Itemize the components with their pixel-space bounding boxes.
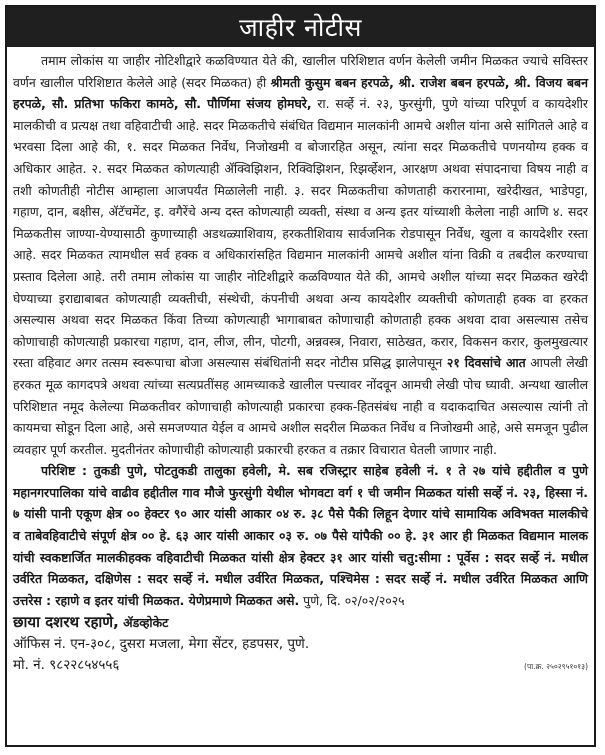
mobile-number: मो. नं. ९८२२८५४५५६ — [13, 657, 120, 674]
owners-names: श्रीमती कुसुम बबन हरपळे, श्री. राजेश बबन हरपळे, श्री. विजय बबन हरपळे, सौ. प्रतिभा फकिरा कामठे, सौ. पौर्णिमा संजय होमघरे, — [13, 74, 588, 112]
advocate-name: छाया दशरथ रहाणे, — [13, 613, 119, 632]
place-date: पुणे, दि. ०२/०२/२०२५ — [299, 592, 405, 608]
intro-text: तमाम लोकांस या जाहीर नोटिशीद्वारे कळविण्यात येते की, खालील परिशिष्टात वर्णन केलेली जमीन मिळकत ज्याचे सविस्तर वर्णन खालील परिशिष्टात केलेले आहे (सदर मिळकत) ही — [13, 53, 588, 90]
office-address: ऑफिस नं. एन-३०८, दुसरा मजला, मेगा सेंटर, हडपसर, पुणे. — [13, 636, 310, 653]
notice-header — [7, 7, 594, 47]
advocate-role: ॲडव्होकेट — [118, 615, 169, 631]
assurances-text: रा. सर्व्हे नं. २३, फुरसुंगी, पुणे यांच्या परिपूर्ण व कायदेशीर मालकीची व प्रत्यक्ष तथा वहिवाटीची आहे. सदर मिळकतीचे संबंधित विद्यमान मालकांनी आमचे अशील यांना असे सांगितले आहे व भरवसा दिला आहे की, १. सदर मिळकत निर्वेध, निजोखमी व बोजारहित असून, त्यांना सदर मिळकतीचे पणनयोग्य हक्क व अधिकार आहेत. २. सदर मिळकत कोणत्याही ॲक्विझिशन, रिक्विझिशन, रिझर्व्हेशन, आरक्षण अथवा संपादनाचा विषय नाही व तशी कोणतीही नोटीस आम्हाला आजपर्यंत मिळालेली नाही. ३. सदर मिळकतीचा कोणताही करारनामा, खरेदीखत, भाडेपट्टा, गहाण, दान, बक्षीस, ॲटॅचमेंट, इ. वगैरेंचे अन्य दस्त कोणत्याही व्यक्ती, संस्था व अन्य इतर यांच्याशी केलेला नाही आणि ४. सदर मिळकतीस जाण्या-येण्यासाठी कुणाच्याही अडथळ्याशिवाय, हरकतीशिवाय सार्वजनिक रोडपासून निर्वेध, खुला व कायदेशीर रस्ता आहे. सदर मिळकत त्यामधील सर्व हक्क व अधिकारांसहित विद्यमान मालकांनी आमचे अशील यांना विक्री व तबदील करण्याचा प्रस्ताव दिलेला आहे. तरी तमाम लोकांस या जाहीर नोटिशीद्वारे कळविण्यात येते की, आमचे अशील यांच्या सदर मिळकत खरेदी घेण्याच्या इराद्याबाबत कोणत्याही व्यक्तीची, संस्थेची, कंपनीची अथवा अन्य कायदेशीर व्यक्तीची कोणताही हक्क वा हरकत असल्यास अथवा सदर मिळकत किंवा तिच्या कोणत्याही भागाबाबत कोणाचाही कोणताही हक्क अथवा दावा असल्यास तसेच कोणाचाही कोणत्याही प्रकारचा गहाण, दान, लीज, लीन, पोटगी, अन्नवस्त्र, निवारा, साठेखत, करार, विकसन करार, कुलमुखत्यार रस्ता वहिवाट अगर तत्सम स्वरूपाचा बोजा असल्यास संबंधितांनी सदर नोटीस प्रसिद्ध झालेपासून — [13, 96, 588, 371]
objection-text: आपली लेखी हरकत मूळ कागदपत्रे अथवा त्यांच्या सत्यप्रतींसह आमच्याकडे खालील पत्त्यावर नोंदवून आमची लेखी पोच घ्यावी. अन्यथा खालील परिशिष्टात नमूद केलेल्या मिळकतीवर कोणाचाही कोणत्याही प्रकारचा हक्क-हितसंबंध नाही व यदाकदाचित असल्यास त्यांनी तो कायमचा सोडून दिला आहे, असे समजण्यात येईल व आमचे अशील सदरील मिळकत निर्वेध व निजोखमी आहे, असे समजून पुढील व्यवहार पूर्ण करतील. मुदतीनंतर कोणाचीही कोणत्याही प्रकारची हरकत व तक्रार विचारात घेतली जाणार नाही. — [13, 355, 588, 457]
annexure-text: परिशिष्ट : तुकडी पुणे, पोटतुकडी तालुका हवेली, मे. सब रजिस्ट्रार साहेब हवेली नं. १ ते २७ यांचे हद्दीतील व पुणे महानगरपालिका यांचे वाढीव हद्दीतील गाव मौजे फुरसुंगी येथील भोगवटा वर्ग १ ची जमीन मिळकत यांसी सर्व्हे नं. २३, हिस्सा नं. ७ यांसी पानी एकूण क्षेत्र ०० हेक्टर ९० आर यांसी आकार ०४ रु. ३८ पैसे पैकी लिहून देणार यांचे सामायिक अविभक्त मालकीचे व ताबेवहिवाटीचे संपूर्ण क्षेत्र ०० हे. ६३ आर यांसी आकार ०३ रु. ०७ पैसे यांपैकी ०० हे. ३१ आर ही मिळकत विद्यमान मालक यांची स्वकष्टार्जित मालकीहक्क वहिवाटीची मिळकत यांसी क्षेत्र हेक्टर ३१ आर यांसी चतु:सीमा : पूर्वेस : सदर सर्व्हे नं. मधील उर्वरित मिळकत, दक्षिणेस : सदर सर्व्हे नं. मधील उर्वरित मिळकत, पश्चिमेस : सदर सर्व्हे नं. मधील उर्वरित मिळकत आणि उत्तरेस : रहाणे व इतर यांची मिळकत. येणेप्रमाणे मिळकत असे. — [13, 463, 588, 608]
notice-title: जाहीर नोटीस — [239, 13, 362, 42]
annexure-paragraph — [13, 460, 588, 611]
contact-row — [13, 655, 588, 678]
public-notice — [5, 5, 596, 747]
notice-main-paragraph — [13, 50, 588, 460]
reference-number: (पा.क्र. २५०२९५१०१३) — [524, 662, 588, 672]
objection-deadline: २१ दिवसांचे आत — [446, 355, 526, 371]
advocate-signature — [13, 611, 588, 634]
notice-body — [7, 47, 594, 678]
